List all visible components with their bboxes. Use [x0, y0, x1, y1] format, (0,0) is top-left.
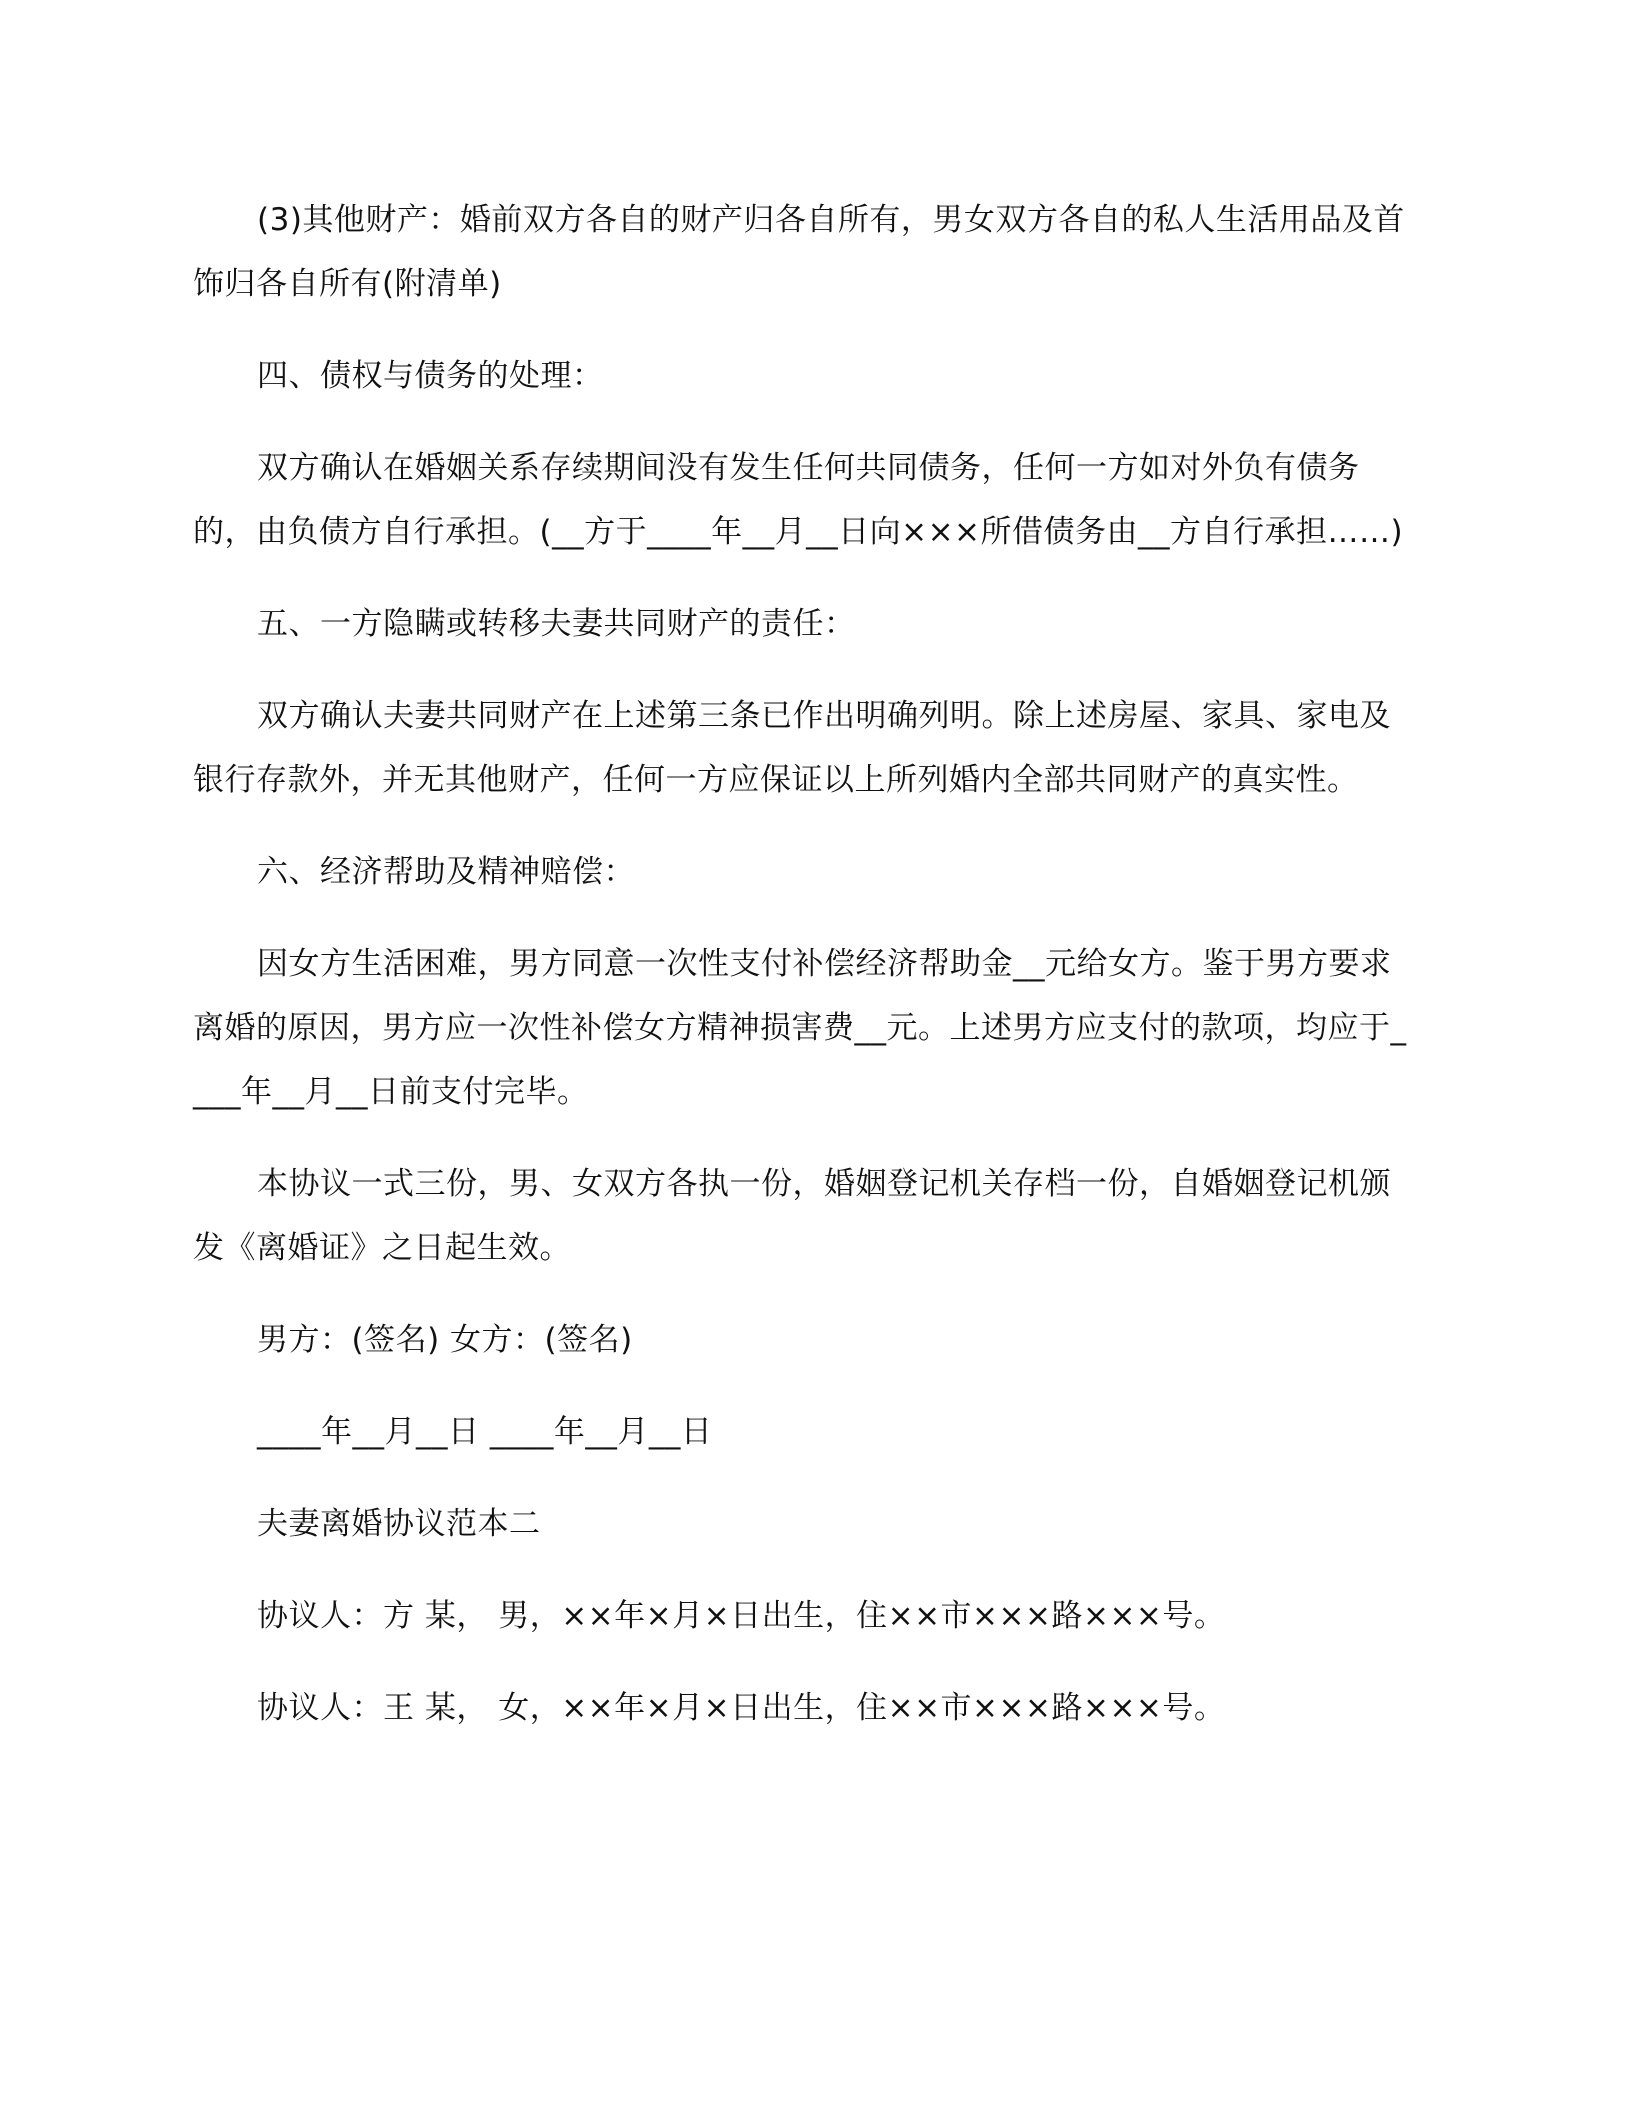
party-line-two: 协议人：王 某， 女，××年×月×日出生，住××市×××路×××号。: [257, 1690, 1226, 1726]
section-title-sample-two: 夫妻离婚协议范本二: [257, 1506, 541, 1542]
heading-compensation: 六、经济帮助及精神赔偿：: [257, 854, 635, 890]
heading-debts: 四、债权与债务的处理：: [257, 358, 604, 394]
signature-line: 男方：(签名) 女方：(签名): [257, 1322, 633, 1358]
paragraph-concealment-liability: 双方确认夫妻共同财产在上述第三条已作出明确列明。除上述房屋、家具、家电及银行存款外，并无其他财产，任何一方应保证以上所列婚内全部共同财产的真实性。: [193, 698, 1391, 798]
paragraph-other-property: (3)其他财产：婚前双方各自的财产归各自所有，男女双方各自的私人生活用品及首饰归各自所有(附清单): [193, 202, 1405, 302]
paragraph-debts: 双方确认在婚姻关系存续期间没有发生任何共同债务，任何一方如对外负有债务的，由负债方自行承担。(__方于____年__月__日向×××所借债务由__方自行承担……): [193, 450, 1404, 550]
date-line: ____年__月__日 ____年__月__日: [257, 1414, 713, 1450]
paragraph-compensation: 因女方生活困难，男方同意一次性支付补偿经济帮助金__元给女方。鉴于男方要求离婚的原因，男方应一次性补偿女方精神损害费__元。上述男方应支付的款项，均应于____年__月__日前支付完毕。: [193, 946, 1407, 1110]
party-line-one: 协议人：方 某， 男，××年×月×日出生，住××市×××路×××号。: [257, 1598, 1226, 1634]
document-body: [193, 188, 1413, 1740]
heading-concealment-liability: 五、一方隐瞒或转移夫妻共同财产的责任：: [257, 606, 856, 642]
paragraph-effectiveness: 本协议一式三份，男、女双方各执一份，婚姻登记机关存档一份，自婚姻登记机颁发《离婚证》之日起生效。: [193, 1166, 1391, 1266]
